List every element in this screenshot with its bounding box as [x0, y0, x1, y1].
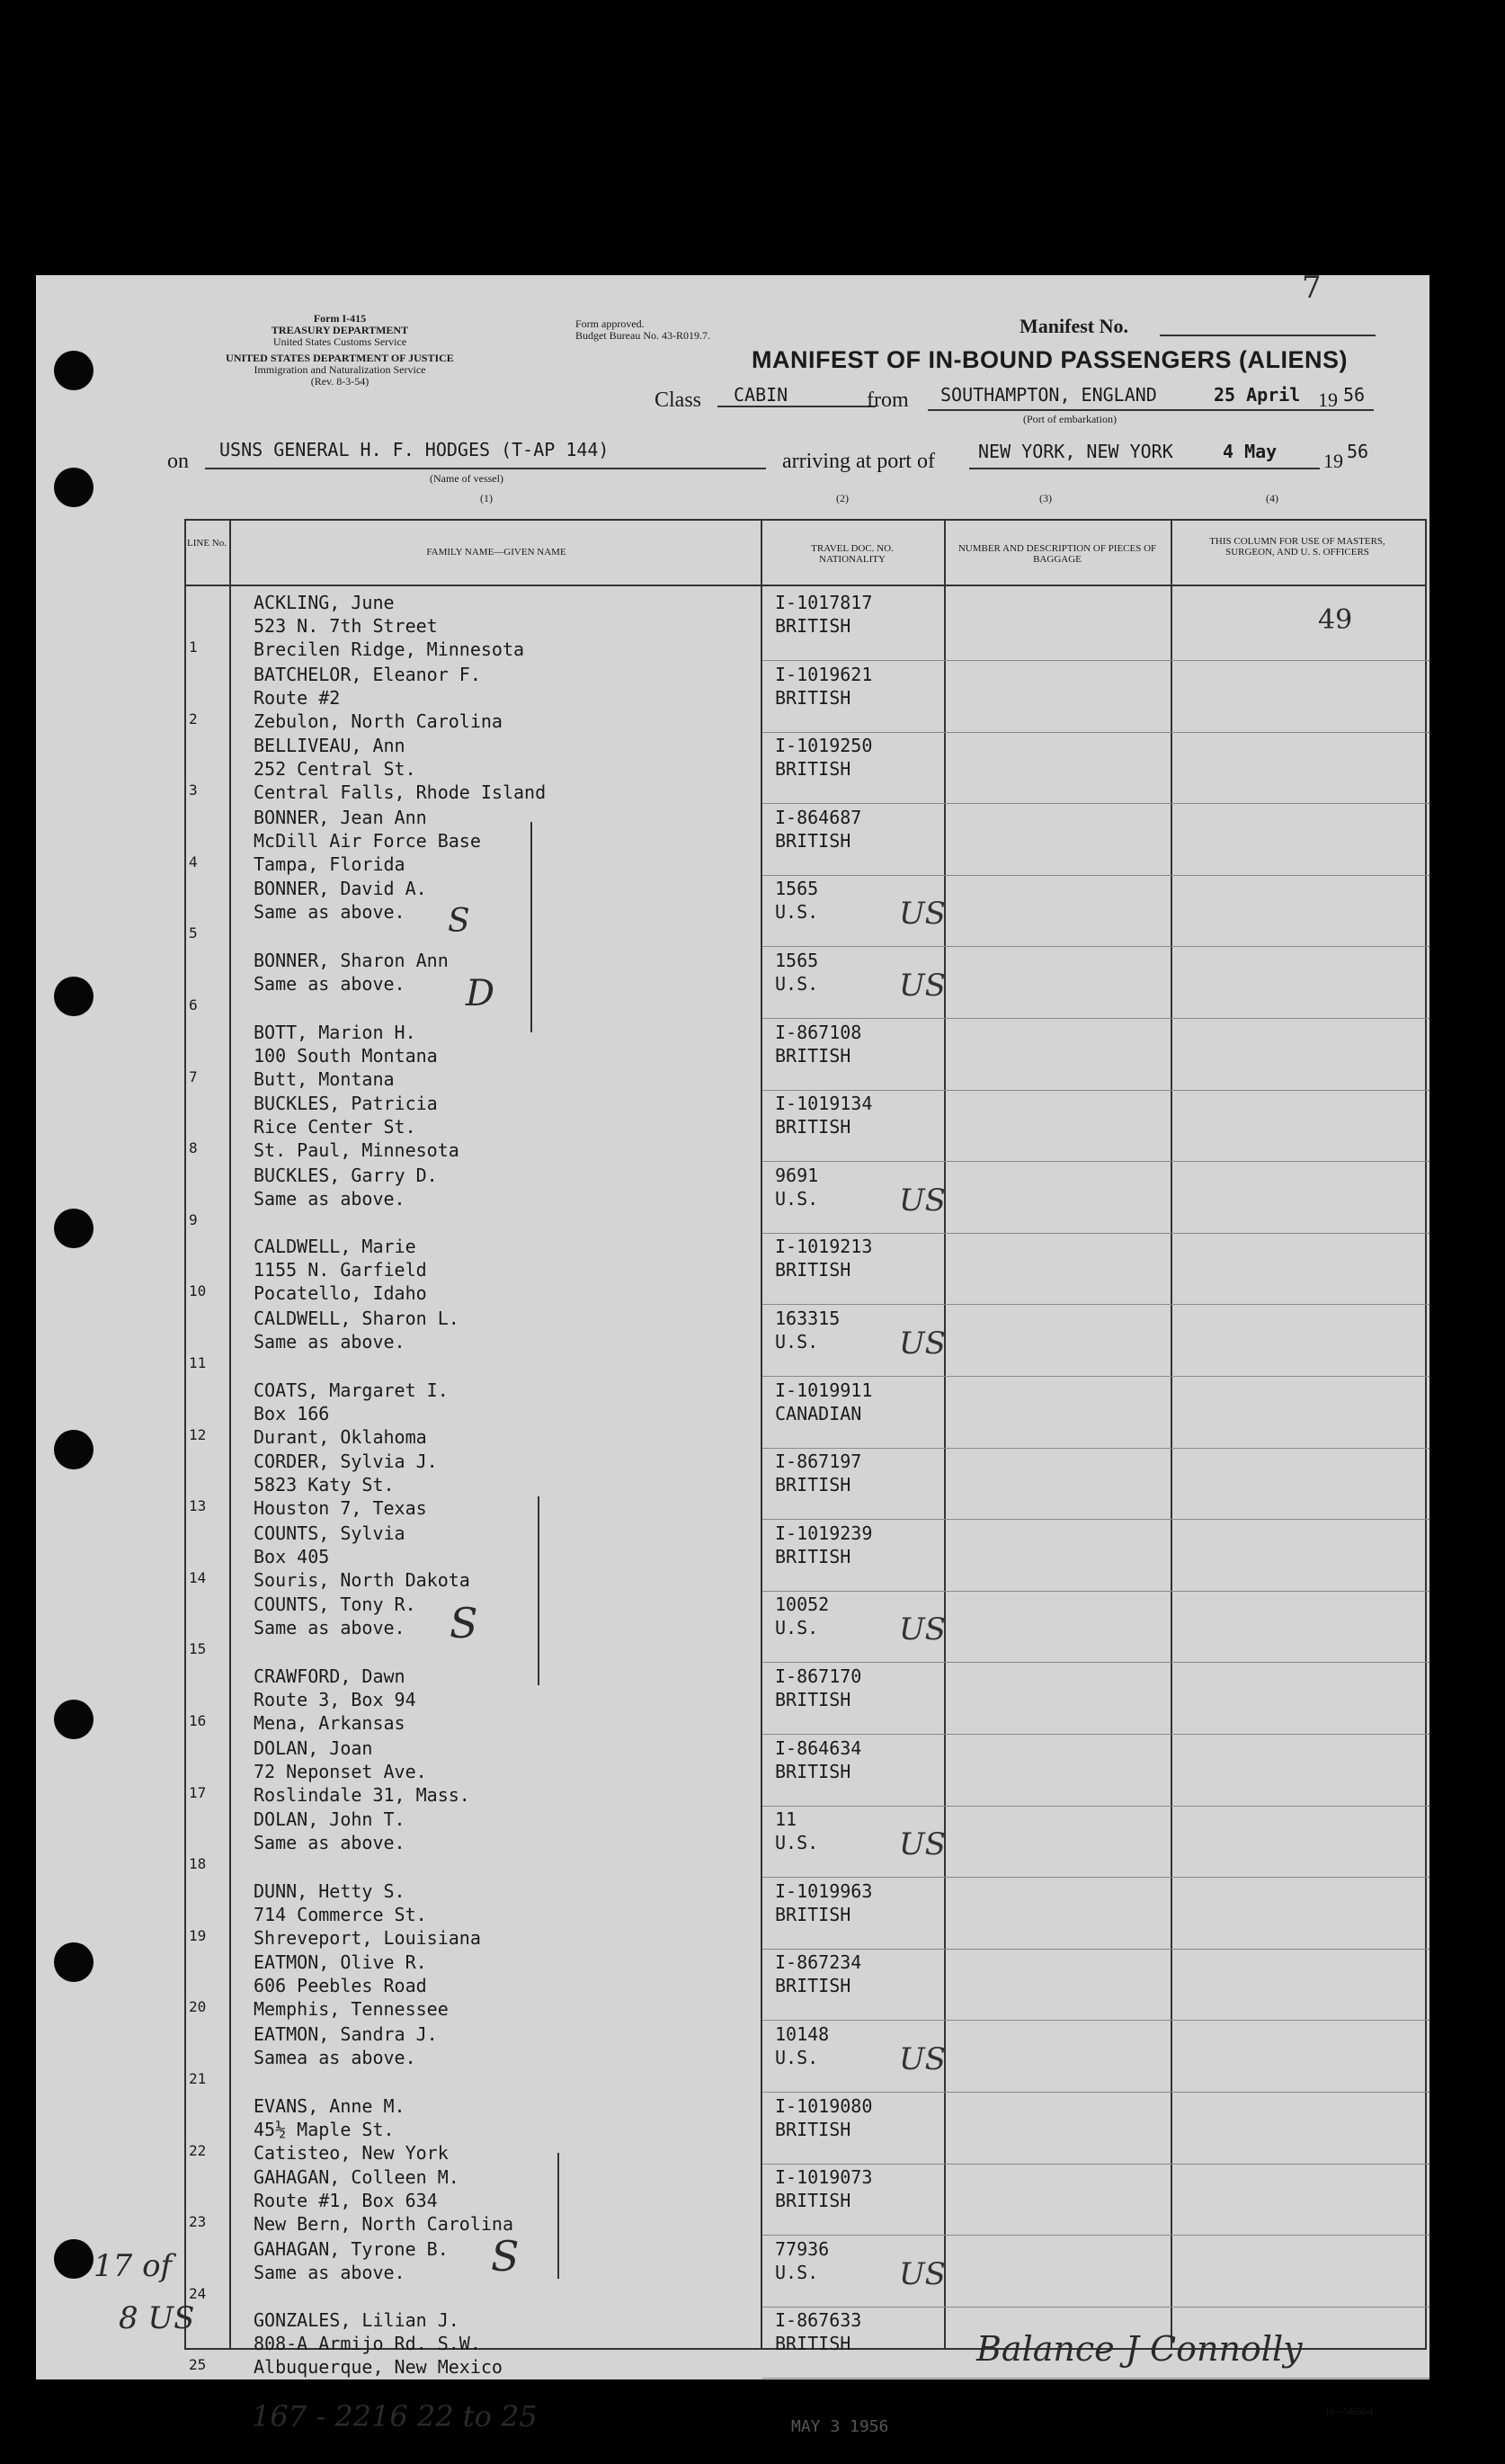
travel-doc-number: I-867234: [775, 1951, 862, 1974]
row-separator: [762, 1304, 1429, 1305]
from-value: SOUTHAMPTON, ENGLAND: [940, 384, 1157, 406]
travel-doc-number: I-864687: [775, 806, 862, 828]
us-mark: US: [899, 896, 946, 933]
passenger-name: BONNER, Jean Ann: [254, 806, 427, 828]
address-line: Rice Center St.: [254, 1116, 416, 1138]
line-number: 15: [189, 1640, 207, 1658]
nationality: BRITISH: [775, 829, 851, 852]
row-separator: [762, 2235, 1429, 2236]
travel-doc-number: 77936: [775, 2237, 830, 2260]
table-row: [0, 1737, 1505, 1809]
address-line: New Bern, North Carolina: [254, 2213, 513, 2236]
travel-doc-number: 10052: [775, 1594, 830, 1616]
row-separator: [762, 875, 1429, 876]
line-number: 1: [189, 638, 198, 656]
travel-doc-number: I-1019239: [775, 1522, 873, 1544]
arrival-field: [969, 468, 1320, 469]
table-row: [0, 1379, 1505, 1451]
address-line: McDill Air Force Base: [254, 829, 481, 852]
bottom-note: 167 - 2216 22 to 25: [252, 2399, 538, 2433]
bracket-line: [530, 822, 532, 1032]
line-number: 6: [189, 996, 198, 1013]
form-approval: [575, 318, 710, 342]
header-officers: THIS COLUMN FOR USE OF MASTERS, SURGEON, AND U. S. OFFICERS: [1209, 536, 1385, 558]
address-line: 808-A Armijo Rd. S.W.: [254, 2333, 481, 2355]
form-line: (Rev. 8-3-54): [310, 375, 370, 388]
travel-doc-number: 9691: [775, 1164, 819, 1186]
line-number: 8: [189, 1139, 198, 1157]
nationality: U.S.: [775, 1832, 819, 1854]
address-line: Route #1, Box 634: [254, 2190, 438, 2212]
left-margin-note: 17 of: [94, 2248, 173, 2284]
travel-doc-number: I-1019911: [775, 1379, 873, 1401]
table-row: [0, 1165, 1505, 1236]
manifest-no-field: [1160, 335, 1376, 336]
vessel-caption: (Name of vessel): [430, 472, 503, 485]
punch-hole: [54, 351, 94, 390]
letter-s-annotation: S: [450, 1599, 478, 1647]
address-line: Pocatello, Idaho: [254, 1282, 427, 1305]
address-line: Same as above.: [254, 1187, 405, 1210]
line-number: 11: [189, 1354, 207, 1371]
vessel-name: USNS GENERAL H. F. HODGES (T-AP 144): [219, 439, 610, 460]
table-row: [0, 950, 1505, 1022]
line-number: 13: [189, 1497, 207, 1515]
date-stamp: MAY 3 1956: [791, 2417, 889, 2436]
nationality: U.S.: [775, 2047, 819, 2068]
nationality: U.S.: [775, 1331, 819, 1353]
address-line: 1155 N. Garfield: [254, 1259, 427, 1281]
nationality: BRITISH: [775, 1903, 851, 1925]
approval-line: Budget Bureau No. 43-R019.7.: [575, 329, 710, 342]
travel-doc-number: I-1019213: [775, 1236, 873, 1258]
table-row: [0, 1451, 1505, 1522]
left-margin-note: 8 US: [119, 2300, 195, 2336]
nationality: CANADIAN: [775, 1402, 862, 1424]
year-prefix: 19: [1318, 388, 1338, 411]
line-number: 3: [189, 781, 198, 799]
column-number: (2): [836, 492, 849, 504]
line-number: 23: [189, 2213, 207, 2231]
nationality: BRITISH: [775, 686, 851, 709]
table-row: [0, 2023, 1505, 2095]
address-line: Roslindale 31, Mass.: [254, 1783, 470, 1806]
form-line: TREASURY DEPARTMENT: [271, 324, 409, 336]
line-number: 25: [189, 2356, 207, 2374]
row-separator: [762, 2092, 1429, 2093]
row-separator: [762, 1591, 1429, 1592]
address-line: Memphis, Tennessee: [254, 1998, 449, 2021]
row-separator: [762, 2020, 1429, 2021]
page-title: MANIFEST OF IN-BOUND PASSENGERS (ALIENS): [752, 346, 1349, 373]
line-number: 19: [189, 1926, 207, 1944]
line-number: 17: [189, 1783, 207, 1801]
line-number: 12: [189, 1425, 207, 1443]
table-row: [0, 1808, 1505, 1880]
passenger-name: BATCHELOR, Eleanor F.: [254, 663, 481, 685]
from-label: from: [867, 388, 909, 412]
us-mark: US: [899, 968, 946, 1004]
row-separator: [762, 1090, 1429, 1091]
address-line: Route 3, Box 94: [254, 1689, 416, 1710]
address-line: 714 Commerce St.: [254, 1903, 427, 1925]
form-line: UNITED STATES DEPARTMENT OF JUSTICE: [226, 352, 454, 364]
nationality: BRITISH: [775, 1044, 851, 1067]
row-separator: [762, 660, 1429, 661]
officer-note: 49: [1318, 604, 1353, 636]
row-separator: [762, 1877, 1429, 1878]
travel-doc-number: I-1019080: [775, 2094, 873, 2117]
nationality: BRITISH: [775, 758, 851, 781]
row-separator: [762, 1376, 1429, 1377]
address-line: Albuquerque, New Mexico: [254, 2356, 503, 2379]
arrival-port: NEW YORK, NEW YORK: [978, 441, 1173, 462]
us-mark: US: [899, 1182, 946, 1219]
us-mark: US: [899, 2041, 946, 2077]
row-separator: [762, 803, 1429, 804]
passenger-name: BUCKLES, Garry D.: [254, 1164, 438, 1186]
embark-year: 56: [1343, 384, 1366, 406]
address-line: Mena, Arkansas: [254, 1712, 405, 1734]
table-row: [0, 664, 1505, 736]
table-row: [0, 1594, 1505, 1665]
nationality: U.S.: [775, 901, 819, 924]
manifest-no-label: Manifest No.: [1020, 315, 1128, 337]
us-mark: US: [899, 1611, 946, 1648]
nationality: BRITISH: [775, 1116, 851, 1138]
column-number: (1): [480, 492, 493, 504]
line-number: 9: [189, 1210, 198, 1228]
table-row: [0, 878, 1505, 950]
address-line: Box 405: [254, 1545, 330, 1567]
table-row: [0, 1022, 1505, 1094]
nationality: BRITISH: [775, 1760, 851, 1782]
travel-doc-number: I-1017817: [775, 592, 873, 613]
table-row: [0, 1308, 1505, 1379]
nationality: BRITISH: [775, 1474, 851, 1496]
arrival-year: 56: [1347, 441, 1369, 462]
row-separator: [762, 1519, 1429, 1520]
line-number: 16: [189, 1712, 207, 1729]
row-separator: [762, 1448, 1429, 1449]
passenger-name: COATS, Margaret I.: [254, 1379, 449, 1401]
passenger-name: BONNER, Sharon Ann: [254, 950, 449, 971]
passenger-name: EATMON, Olive R.: [254, 1951, 427, 1974]
header-divider: [184, 585, 1427, 586]
row-separator: [762, 1161, 1429, 1162]
line-number: 22: [189, 2141, 207, 2159]
line-number: 5: [189, 924, 198, 942]
travel-doc-number: I-1019621: [775, 663, 873, 685]
table-row: [0, 2238, 1505, 2310]
nationality: U.S.: [775, 973, 819, 995]
passenger-name: CALDWELL, Sharon L.: [254, 1308, 459, 1329]
vessel-field: [205, 468, 766, 469]
passenger-name: GAHAGAN, Tyrone B.: [254, 2237, 449, 2260]
table-row: [0, 2095, 1505, 2167]
line-number: 14: [189, 1568, 207, 1586]
nationality: BRITISH: [775, 2333, 851, 2355]
page-number: 7: [1302, 270, 1322, 306]
line-number: 2: [189, 710, 198, 728]
header-baggage: NUMBER AND DESCRIPTION OF PIECES OF BAGGAGE: [957, 543, 1157, 565]
passenger-name: COUNTS, Tony R.: [254, 1594, 416, 1616]
passenger-name: GAHAGAN, Colleen M.: [254, 2166, 459, 2189]
footer-code: 16—54650-4: [1325, 2407, 1374, 2417]
approval-line: Form approved.: [575, 317, 645, 330]
address-line: Central Falls, Rhode Island: [254, 781, 547, 804]
address-line: Same as above.: [254, 1832, 405, 1854]
header-line-no: LINE No.: [187, 538, 227, 549]
table-row: [0, 735, 1505, 807]
nationality: U.S.: [775, 2261, 819, 2283]
bracket-line: [538, 1496, 539, 1685]
line-number: 10: [189, 1282, 207, 1300]
table-row: [0, 807, 1505, 879]
travel-doc-number: I-867633: [775, 2309, 862, 2332]
nationality: BRITISH: [775, 1975, 851, 1997]
arrival-year-prefix: 19: [1323, 450, 1343, 472]
row-separator: [762, 2307, 1429, 2308]
address-line: Same as above.: [254, 2261, 405, 2283]
column-number: (4): [1266, 492, 1278, 504]
us-mark: US: [899, 1326, 946, 1361]
embark-date: 25 April: [1214, 384, 1301, 406]
passenger-name: ACKLING, June: [254, 592, 395, 613]
table-row: [0, 1522, 1505, 1594]
table-row: [0, 1951, 1505, 2023]
passenger-name: CORDER, Sylvia J.: [254, 1451, 438, 1473]
address-line: Same as above.: [254, 1617, 405, 1639]
nationality: BRITISH: [775, 2190, 851, 2212]
port-embark-caption: (Port of embarkation): [1023, 413, 1117, 425]
line-number: 18: [189, 1855, 207, 1873]
letter-s-annotation: S: [448, 903, 470, 940]
travel-doc-number: I-1019250: [775, 735, 873, 757]
passenger-name: BUCKLES, Patricia: [254, 1093, 438, 1115]
passenger-name: BONNER, David A.: [254, 878, 427, 900]
address-line: Durant, Oklahoma: [254, 1425, 427, 1448]
line-number: 24: [189, 2284, 207, 2302]
row-separator: [762, 1662, 1429, 1663]
us-mark: US: [899, 1826, 946, 1863]
row-separator: [762, 946, 1429, 947]
on-label: on: [167, 450, 189, 473]
us-mark: US: [899, 2255, 946, 2292]
row-separator: [762, 1734, 1429, 1735]
table-row: [0, 592, 1505, 664]
address-line: Shreveport, Louisiana: [254, 1926, 481, 1949]
address-line: Souris, North Dakota: [254, 1568, 470, 1591]
address-line: 523 N. 7th Street: [254, 615, 438, 637]
row-separator: [762, 2378, 1429, 2379]
nationality: BRITISH: [775, 1259, 851, 1281]
form-line: United States Customs Service: [272, 335, 407, 348]
passenger-name: EATMON, Sandra J.: [254, 2023, 438, 2045]
passenger-name: DOLAN, John T.: [254, 1808, 405, 1831]
table-row: [0, 1236, 1505, 1308]
row-separator: [762, 2164, 1429, 2165]
address-line: Zebulon, North Carolina: [254, 710, 503, 732]
nationality: U.S.: [775, 1187, 819, 1210]
address-line: Same as above.: [254, 901, 405, 924]
line-number: 21: [189, 2070, 207, 2087]
passenger-name: CALDWELL, Marie: [254, 1236, 416, 1258]
table-row: [0, 2166, 1505, 2238]
travel-doc-number: 163315: [775, 1308, 841, 1329]
letter-s-annotation: S: [491, 2232, 520, 2281]
signature: Balance J Connolly: [976, 2329, 1303, 2369]
address-line: Tampa, Florida: [254, 853, 405, 875]
punch-hole: [54, 468, 94, 507]
passenger-name: GONZALES, Lilian J.: [254, 2309, 459, 2332]
passenger-name: BOTT, Marion H.: [254, 1021, 416, 1043]
travel-doc-number: I-1019134: [775, 1093, 873, 1115]
row-separator: [762, 732, 1429, 733]
address-line: 5823 Katy St.: [254, 1474, 395, 1496]
travel-doc-number: 1565: [775, 950, 819, 971]
address-line: Box 166: [254, 1402, 330, 1424]
travel-doc-number: I-864634: [775, 1736, 862, 1759]
passenger-name: CRAWFORD, Dawn: [254, 1665, 405, 1687]
passenger-name: DOLAN, Joan: [254, 1736, 373, 1759]
header-name: FAMILY NAME—GIVEN NAME: [426, 547, 566, 558]
column-number: (3): [1039, 492, 1052, 504]
passenger-name: EVANS, Anne M.: [254, 2094, 405, 2117]
address-line: Samea as above.: [254, 2047, 416, 2068]
travel-doc-number: 1565: [775, 878, 819, 900]
address-line: St. Paul, Minnesota: [254, 1139, 459, 1162]
travel-doc-number: I-867197: [775, 1451, 862, 1473]
arrival-date: 4 May: [1223, 441, 1278, 462]
line-number: 4: [189, 853, 198, 870]
passenger-name: DUNN, Hetty S.: [254, 1879, 405, 1902]
table-row: [0, 1880, 1505, 1952]
passenger-name: BELLIVEAU, Ann: [254, 735, 405, 757]
bracket-line: [557, 2153, 559, 2279]
address-line: Route #2: [254, 686, 341, 709]
travel-doc-number: I-867170: [775, 1665, 862, 1687]
travel-doc-number: I-1019073: [775, 2166, 873, 2189]
address-line: Same as above.: [254, 1331, 405, 1353]
letter-d-annotation: D: [466, 973, 495, 1014]
nationality: U.S.: [775, 1617, 819, 1639]
line-number: 7: [189, 1067, 198, 1085]
address-line: 606 Peebles Road: [254, 1975, 427, 1997]
travel-doc-number: 11: [775, 1808, 797, 1831]
travel-doc-number: I-867108: [775, 1021, 862, 1043]
address-line: 100 South Montana: [254, 1044, 438, 1067]
form-left-block: [160, 313, 520, 388]
nationality: BRITISH: [775, 1689, 851, 1710]
travel-doc-number: I-1019963: [775, 1879, 873, 1902]
address-line: Brecilen Ridge, Minnesota: [254, 638, 525, 660]
travel-doc-number: 10148: [775, 2023, 830, 2045]
address-line: Catisteo, New York: [254, 2141, 449, 2164]
row-separator: [762, 1233, 1429, 1234]
address-line: 45½ Maple St.: [254, 2118, 395, 2140]
nationality: BRITISH: [775, 2118, 851, 2140]
passenger-name: COUNTS, Sylvia: [254, 1522, 405, 1544]
nationality: BRITISH: [775, 615, 851, 637]
table-row: [0, 1665, 1505, 1737]
header-doc: TRAVEL DOC. NO. NATIONALITY: [811, 543, 894, 565]
address-line: Houston 7, Texas: [254, 1497, 427, 1520]
form-line: Form I-415: [313, 312, 367, 325]
row-separator: [762, 1806, 1429, 1807]
form-line: Immigration and Naturalization Service: [254, 363, 426, 376]
address-line: 252 Central St.: [254, 758, 416, 781]
address-line: 72 Neponset Ave.: [254, 1760, 427, 1782]
address-line: Same as above.: [254, 973, 405, 995]
line-number: 20: [189, 1998, 207, 2016]
table-row: [0, 1093, 1505, 1165]
class-value: CABIN: [717, 384, 876, 407]
row-separator: [762, 1018, 1429, 1019]
class-label: Class: [655, 388, 702, 412]
row-separator: [762, 1949, 1429, 1950]
address-line: Butt, Montana: [254, 1067, 395, 1090]
nationality: BRITISH: [775, 1545, 851, 1567]
arriving-label: arriving at port of: [782, 450, 935, 473]
